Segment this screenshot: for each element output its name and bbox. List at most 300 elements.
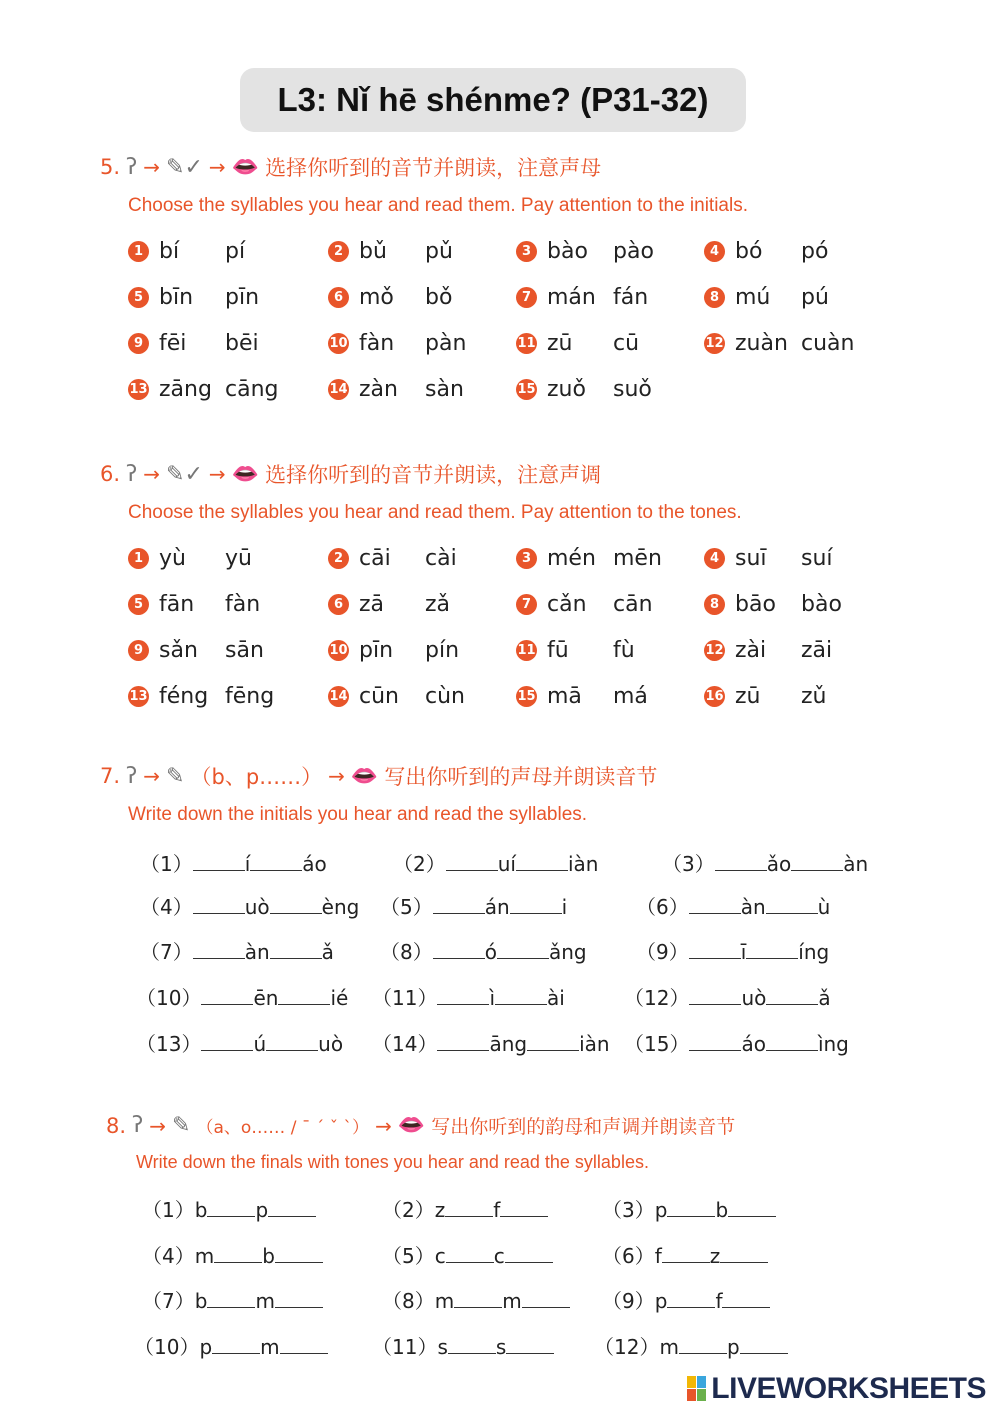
syllable-option[interactable]: fēng bbox=[225, 684, 275, 709]
answer-blank[interactable] bbox=[433, 940, 485, 959]
answer-blank[interactable] bbox=[506, 1335, 554, 1354]
exercise-item bbox=[516, 684, 648, 709]
syllable-initial: p bbox=[199, 1335, 213, 1359]
answer-blank[interactable] bbox=[689, 895, 741, 914]
answer-blank[interactable] bbox=[193, 895, 245, 914]
exercise-item bbox=[128, 239, 245, 264]
syllable-option[interactable]: pàn bbox=[425, 331, 467, 356]
write-item bbox=[594, 1331, 788, 1360]
answer-blank[interactable] bbox=[522, 1289, 570, 1308]
syllable-option[interactable]: cài bbox=[425, 546, 457, 571]
exercise-item bbox=[516, 638, 635, 663]
syllable-final: àn bbox=[740, 895, 766, 919]
syllable-final: uí bbox=[497, 852, 516, 876]
answer-blank[interactable] bbox=[500, 1198, 548, 1217]
exercise-item bbox=[516, 285, 648, 310]
syllable-option[interactable]: fán bbox=[613, 285, 649, 310]
section-instruction-cn: 选择你听到的音节并朗读，注意声母 bbox=[265, 156, 602, 180]
syllable-final: ǎ bbox=[818, 986, 831, 1010]
answer-blank[interactable] bbox=[662, 1244, 710, 1263]
section-number: 7. bbox=[100, 764, 121, 788]
item-number-badge: 10 bbox=[328, 640, 349, 661]
item-label: （6） bbox=[602, 1244, 655, 1268]
answer-blank[interactable] bbox=[740, 1335, 788, 1354]
section-number: 8. bbox=[106, 1113, 127, 1138]
syllable-option[interactable]: bí bbox=[159, 239, 180, 264]
exercise-item bbox=[516, 239, 654, 264]
syllable-option[interactable]: cū bbox=[613, 331, 640, 356]
item-number-badge: 7 bbox=[516, 594, 537, 615]
syllable-final: i bbox=[561, 895, 568, 919]
item-number-badge: 11 bbox=[516, 333, 537, 354]
exercise-item bbox=[516, 331, 639, 356]
section-8-header bbox=[106, 1112, 735, 1139]
item-label: （7） bbox=[140, 940, 193, 964]
syllable-option[interactable]: cāi bbox=[359, 546, 391, 571]
answer-blank[interactable] bbox=[275, 1244, 323, 1263]
syllable-option[interactable]: pào bbox=[613, 239, 654, 264]
syllable-initial: b bbox=[262, 1244, 275, 1268]
answer-blank[interactable] bbox=[275, 1289, 323, 1308]
exercise-item bbox=[128, 546, 252, 571]
item-number-badge: 4 bbox=[704, 548, 725, 569]
item-label: （3） bbox=[662, 852, 715, 876]
syllable-option[interactable]: zā bbox=[359, 592, 385, 617]
exercise-item bbox=[704, 285, 829, 310]
write-item bbox=[624, 1028, 849, 1057]
write-item bbox=[624, 982, 831, 1011]
answer-blank[interactable] bbox=[516, 852, 568, 871]
exercise-item bbox=[328, 377, 464, 402]
item-number-badge: 9 bbox=[128, 640, 149, 661]
exercise-item bbox=[128, 592, 260, 617]
syllable-final: ǎo bbox=[766, 852, 792, 876]
syllable-final: iàn bbox=[579, 1032, 610, 1056]
syllable-initial: m bbox=[255, 1289, 275, 1313]
write-item bbox=[636, 891, 830, 920]
answer-blank[interactable] bbox=[278, 986, 330, 1005]
syllable-option[interactable]: sān bbox=[225, 638, 264, 663]
syllable-option[interactable]: suí bbox=[801, 546, 833, 571]
syllable-option[interactable]: mán bbox=[547, 285, 596, 310]
syllable-initial: c bbox=[493, 1244, 505, 1268]
syllable-option[interactable]: cān bbox=[613, 592, 653, 617]
item-number-badge: 4 bbox=[704, 241, 725, 262]
syllable-option[interactable]: zǎ bbox=[425, 592, 451, 617]
write-item bbox=[602, 1240, 768, 1269]
syllable-option[interactable]: zǔ bbox=[801, 684, 827, 709]
answer-blank[interactable] bbox=[201, 986, 253, 1005]
write-item bbox=[372, 1331, 554, 1360]
ear-icon: ʔ bbox=[126, 154, 138, 180]
syllable-final: áo bbox=[302, 852, 327, 876]
write-item bbox=[372, 982, 565, 1011]
syllable-option[interactable]: bào bbox=[801, 592, 842, 617]
exercise-item bbox=[128, 331, 259, 356]
syllable-final: ìng bbox=[817, 1032, 849, 1056]
answer-blank[interactable] bbox=[667, 1289, 715, 1308]
item-label: （8） bbox=[380, 940, 433, 964]
syllable-option[interactable]: cūn bbox=[359, 684, 399, 709]
liveworksheets-logo bbox=[687, 1372, 986, 1406]
section-instruction-en: Choose the syllables you hear and read them. Pay attention to the initials. bbox=[128, 195, 748, 216]
syllable-option[interactable]: zāng bbox=[159, 377, 212, 402]
item-number-badge: 13 bbox=[128, 379, 149, 400]
logo-text: LIVEWORKSHEETS bbox=[711, 1372, 986, 1405]
syllable-final: ēn bbox=[253, 986, 279, 1010]
answer-blank[interactable] bbox=[250, 852, 302, 871]
write-item bbox=[393, 848, 598, 877]
answer-blank[interactable] bbox=[495, 986, 547, 1005]
arrow-icon: → bbox=[375, 1113, 392, 1138]
exercise-item bbox=[128, 638, 264, 663]
section-instruction-en: Write down the finals with tones you hear and read the syllables. bbox=[136, 1152, 649, 1172]
exercise-item bbox=[516, 377, 652, 402]
item-number-badge: 6 bbox=[328, 594, 349, 615]
title-box bbox=[240, 68, 746, 132]
syllable-option[interactable]: zāi bbox=[801, 638, 833, 663]
answer-blank[interactable] bbox=[722, 1289, 770, 1308]
answer-blank[interactable] bbox=[766, 986, 818, 1005]
answer-blank[interactable] bbox=[497, 940, 549, 959]
syllable-option[interactable]: zuàn bbox=[735, 331, 788, 356]
pencil-icon: ✎ bbox=[166, 763, 185, 789]
exercise-item bbox=[328, 285, 452, 310]
syllable-option[interactable]: yù bbox=[159, 546, 186, 571]
syllable-initial: p bbox=[654, 1198, 668, 1222]
syllable-option[interactable]: pú bbox=[801, 285, 829, 310]
exercise-item bbox=[328, 546, 457, 571]
pencil-icon: ✎ bbox=[172, 1113, 191, 1138]
syllable-option[interactable]: pín bbox=[425, 638, 460, 663]
answer-blank[interactable] bbox=[510, 895, 562, 914]
section-6-header bbox=[100, 459, 601, 489]
syllable-final: ài bbox=[547, 986, 565, 1010]
write-item bbox=[140, 936, 334, 965]
ear-icon: ʔ bbox=[126, 461, 138, 487]
answer-blank[interactable] bbox=[715, 852, 767, 871]
write-item bbox=[602, 1194, 776, 1223]
item-number-badge: 11 bbox=[516, 640, 537, 661]
exercise-item bbox=[704, 638, 832, 663]
exercise-item bbox=[328, 239, 453, 264]
syllable-option[interactable]: suī bbox=[735, 546, 767, 571]
page-title: L3: Nǐ hē shénme? (P31-32) bbox=[277, 81, 709, 118]
item-number-badge: 9 bbox=[128, 333, 149, 354]
ear-icon: ʔ bbox=[126, 763, 138, 789]
section-5-header bbox=[100, 152, 601, 182]
syllable-final: àn bbox=[843, 852, 869, 876]
syllable-option[interactable]: fàn bbox=[359, 331, 395, 356]
syllable-option[interactable]: suǒ bbox=[613, 377, 652, 402]
syllable-option[interactable]: sǎn bbox=[159, 638, 198, 663]
syllable-option[interactable]: cùn bbox=[425, 684, 465, 709]
syllable-initial: c bbox=[434, 1244, 446, 1268]
section-hint: （a、o…… / ˉ ˊ ˇ ˋ） bbox=[196, 1118, 370, 1138]
item-number-badge: 14 bbox=[328, 379, 349, 400]
answer-blank[interactable] bbox=[454, 1289, 502, 1308]
syllable-final: ù bbox=[817, 895, 831, 919]
exercise-item bbox=[704, 684, 827, 709]
item-label: （12） bbox=[594, 1335, 660, 1359]
syllable-option[interactable]: zàn bbox=[359, 377, 398, 402]
answer-blank[interactable] bbox=[445, 1198, 493, 1217]
answer-blank[interactable] bbox=[207, 1198, 255, 1217]
answer-blank[interactable] bbox=[280, 1335, 328, 1354]
syllable-option[interactable]: zài bbox=[735, 638, 767, 663]
syllable-option[interactable]: bǒ bbox=[425, 285, 453, 310]
answer-blank[interactable] bbox=[746, 940, 798, 959]
syllable-option[interactable]: fān bbox=[159, 592, 195, 617]
arrow-icon: → bbox=[143, 155, 161, 179]
ear-icon: ʔ bbox=[132, 1113, 144, 1138]
answer-blank[interactable] bbox=[766, 1032, 818, 1051]
item-label: （9） bbox=[602, 1289, 655, 1313]
item-label: （3） bbox=[602, 1198, 655, 1222]
item-label: （10） bbox=[134, 1335, 200, 1359]
write-item bbox=[140, 891, 359, 920]
item-number-badge: 6 bbox=[328, 287, 349, 308]
syllable-initial: s bbox=[437, 1335, 448, 1359]
write-item bbox=[372, 1028, 610, 1057]
syllable-initial: m bbox=[260, 1335, 280, 1359]
answer-blank[interactable] bbox=[689, 986, 741, 1005]
exercise-item bbox=[704, 239, 828, 264]
write-item bbox=[142, 1285, 323, 1314]
item-label: （7） bbox=[142, 1289, 195, 1313]
exercise-item bbox=[704, 546, 833, 571]
syllable-initial: f bbox=[654, 1244, 662, 1268]
syllable-initial: m bbox=[659, 1335, 679, 1359]
lips-icon: 👄 bbox=[350, 763, 379, 789]
item-number-badge: 14 bbox=[328, 686, 349, 707]
answer-blank[interactable] bbox=[667, 1198, 715, 1217]
syllable-option[interactable]: bào bbox=[547, 239, 588, 264]
syllable-option[interactable]: pīn bbox=[359, 638, 394, 663]
syllable-option[interactable]: sàn bbox=[425, 377, 464, 402]
item-number-badge: 15 bbox=[516, 379, 537, 400]
section-instruction-cn: 写出你听到的声母并朗读音节 bbox=[384, 765, 658, 789]
syllable-option[interactable]: mú bbox=[735, 285, 771, 310]
syllable-option[interactable]: mén bbox=[547, 546, 596, 571]
item-number-badge: 12 bbox=[704, 640, 725, 661]
item-number-badge: 13 bbox=[128, 686, 149, 707]
syllable-option[interactable]: pó bbox=[801, 239, 829, 264]
syllable-option[interactable]: cuàn bbox=[801, 331, 855, 356]
section-number: 6. bbox=[100, 462, 121, 486]
answer-blank[interactable] bbox=[214, 1244, 262, 1263]
write-item bbox=[636, 936, 829, 965]
syllable-final: āng bbox=[489, 1032, 528, 1056]
syllable-option[interactable]: mǒ bbox=[359, 285, 394, 310]
syllable-initial: z bbox=[434, 1198, 446, 1222]
answer-blank[interactable] bbox=[527, 1032, 579, 1051]
arrow-icon: → bbox=[208, 462, 226, 486]
syllable-option[interactable]: zuǒ bbox=[547, 377, 586, 402]
syllable-initial: z bbox=[709, 1244, 721, 1268]
write-item bbox=[382, 1194, 548, 1223]
lips-icon: 👄 bbox=[231, 461, 260, 487]
item-number-badge: 16 bbox=[704, 686, 725, 707]
write-item bbox=[140, 848, 327, 877]
item-label: （1） bbox=[140, 852, 193, 876]
syllable-initial: f bbox=[493, 1198, 501, 1222]
answer-blank[interactable] bbox=[270, 895, 322, 914]
item-number-badge: 15 bbox=[516, 686, 537, 707]
syllable-final: ú bbox=[253, 1032, 267, 1056]
item-label: （6） bbox=[636, 895, 689, 919]
lips-icon: 👄 bbox=[231, 154, 260, 180]
item-number-badge: 8 bbox=[704, 594, 725, 615]
arrow-icon: → bbox=[208, 155, 226, 179]
section-7-header bbox=[100, 761, 657, 791]
syllable-final: íng bbox=[798, 940, 830, 964]
item-number-badge: 7 bbox=[516, 287, 537, 308]
syllable-final: uò bbox=[318, 1032, 344, 1056]
arrow-icon: → bbox=[328, 764, 345, 788]
syllable-option[interactable]: pǔ bbox=[425, 239, 453, 264]
exercise-item bbox=[328, 331, 466, 356]
item-label: （13） bbox=[136, 1032, 202, 1056]
item-label: （4） bbox=[142, 1244, 195, 1268]
syllable-final: án bbox=[484, 895, 510, 919]
syllable-initial: b bbox=[194, 1289, 208, 1313]
syllable-initial: b bbox=[194, 1198, 208, 1222]
answer-blank[interactable] bbox=[437, 1032, 489, 1051]
section-instruction-en: Write down the initials you hear and read the syllables. bbox=[128, 804, 588, 825]
section-number: 5. bbox=[100, 155, 121, 179]
answer-blank[interactable] bbox=[193, 940, 245, 959]
syllable-initial: p bbox=[654, 1289, 668, 1313]
item-label: （2） bbox=[382, 1198, 435, 1222]
syllable-final: èng bbox=[321, 895, 360, 919]
arrow-icon: → bbox=[143, 764, 161, 788]
answer-blank[interactable] bbox=[212, 1335, 260, 1354]
syllable-option[interactable]: má bbox=[613, 684, 648, 709]
answer-blank[interactable] bbox=[437, 986, 489, 1005]
item-number-badge: 1 bbox=[128, 241, 149, 262]
answer-blank[interactable] bbox=[446, 852, 498, 871]
syllable-final: ǎng bbox=[548, 940, 587, 964]
syllable-final: uò bbox=[741, 986, 767, 1010]
syllable-final: iàn bbox=[567, 852, 599, 876]
write-item bbox=[382, 1285, 570, 1314]
answer-blank[interactable] bbox=[766, 895, 818, 914]
logo-mark-icon bbox=[687, 1376, 707, 1402]
exercise-item bbox=[128, 684, 274, 709]
syllable-option[interactable]: bīn bbox=[159, 285, 194, 310]
lips-icon: 👄 bbox=[397, 1113, 426, 1138]
item-label: （8） bbox=[382, 1289, 435, 1313]
item-number-badge: 5 bbox=[128, 287, 149, 308]
syllable-option[interactable]: fàn bbox=[225, 592, 261, 617]
syllable-option[interactable]: fū bbox=[547, 638, 569, 663]
syllable-initial: m bbox=[434, 1289, 455, 1313]
syllable-option[interactable]: mēn bbox=[613, 546, 662, 571]
item-label: （4） bbox=[140, 895, 193, 919]
syllable-option[interactable]: cǎn bbox=[547, 592, 587, 617]
answer-blank[interactable] bbox=[679, 1335, 727, 1354]
write-item bbox=[380, 936, 587, 965]
exercise-item bbox=[516, 592, 653, 617]
answer-blank[interactable] bbox=[201, 1032, 253, 1051]
answer-blank[interactable] bbox=[448, 1335, 496, 1354]
answer-blank[interactable] bbox=[446, 1244, 494, 1263]
item-number-badge: 5 bbox=[128, 594, 149, 615]
item-label: （5） bbox=[382, 1244, 435, 1268]
syllable-option[interactable]: féng bbox=[159, 684, 209, 709]
syllable-option[interactable]: zū bbox=[547, 331, 573, 356]
syllable-initial: s bbox=[495, 1335, 507, 1359]
answer-blank[interactable] bbox=[433, 895, 485, 914]
item-number-badge: 3 bbox=[516, 241, 537, 262]
answer-blank[interactable] bbox=[689, 940, 741, 959]
arrow-icon: → bbox=[143, 462, 161, 486]
exercise-item bbox=[704, 331, 854, 356]
syllable-option[interactable]: cāng bbox=[225, 377, 279, 402]
write-item bbox=[382, 1240, 553, 1269]
syllable-final: ó bbox=[484, 940, 497, 964]
answer-blank[interactable] bbox=[791, 852, 843, 871]
answer-blank[interactable] bbox=[720, 1244, 768, 1263]
write-item bbox=[142, 1240, 323, 1269]
syllable-option[interactable]: bāo bbox=[735, 592, 776, 617]
write-item bbox=[142, 1194, 316, 1223]
item-label: （12） bbox=[624, 986, 690, 1010]
syllable-final: ī bbox=[740, 940, 747, 964]
syllable-option[interactable]: zū bbox=[735, 684, 761, 709]
answer-blank[interactable] bbox=[207, 1289, 255, 1308]
exercise-item bbox=[328, 684, 465, 709]
answer-blank[interactable] bbox=[266, 1032, 318, 1051]
section-instruction-cn: 写出你听到的韵母和声调并朗读音节 bbox=[431, 1116, 736, 1138]
item-number-badge: 2 bbox=[328, 241, 349, 262]
syllable-option[interactable]: fēi bbox=[159, 331, 187, 356]
syllable-option[interactable]: fù bbox=[613, 638, 635, 663]
exercise-item bbox=[128, 377, 279, 402]
answer-blank[interactable] bbox=[689, 1032, 741, 1051]
answer-blank[interactable] bbox=[270, 940, 322, 959]
syllable-option[interactable]: bēi bbox=[225, 331, 259, 356]
syllable-initial: f bbox=[715, 1289, 723, 1313]
answer-blank[interactable] bbox=[268, 1198, 316, 1217]
write-item bbox=[134, 1331, 328, 1360]
exercise-item bbox=[704, 592, 842, 617]
syllable-initial: p bbox=[726, 1335, 740, 1359]
write-item bbox=[136, 982, 348, 1011]
answer-blank[interactable] bbox=[193, 852, 245, 871]
syllable-option[interactable]: pīn bbox=[225, 285, 260, 310]
syllable-final: uò bbox=[244, 895, 270, 919]
syllable-final: í bbox=[244, 852, 251, 876]
item-number-badge: 10 bbox=[328, 333, 349, 354]
item-number-badge: 3 bbox=[516, 548, 537, 569]
syllable-final: áo bbox=[741, 1032, 766, 1056]
item-label: （10） bbox=[136, 986, 202, 1010]
answer-blank[interactable] bbox=[728, 1198, 776, 1217]
syllable-option[interactable]: pí bbox=[225, 239, 246, 264]
arrow-icon: → bbox=[149, 1113, 167, 1138]
write-item bbox=[380, 891, 567, 920]
syllable-option[interactable]: bó bbox=[735, 239, 763, 264]
answer-blank[interactable] bbox=[505, 1244, 553, 1263]
syllable-initial: m bbox=[502, 1289, 522, 1313]
item-number-badge: 12 bbox=[704, 333, 725, 354]
syllable-option[interactable]: yū bbox=[225, 546, 252, 571]
syllable-final: ì bbox=[489, 986, 496, 1010]
syllable-option[interactable]: mā bbox=[547, 684, 582, 709]
syllable-option[interactable]: bǔ bbox=[359, 239, 387, 264]
